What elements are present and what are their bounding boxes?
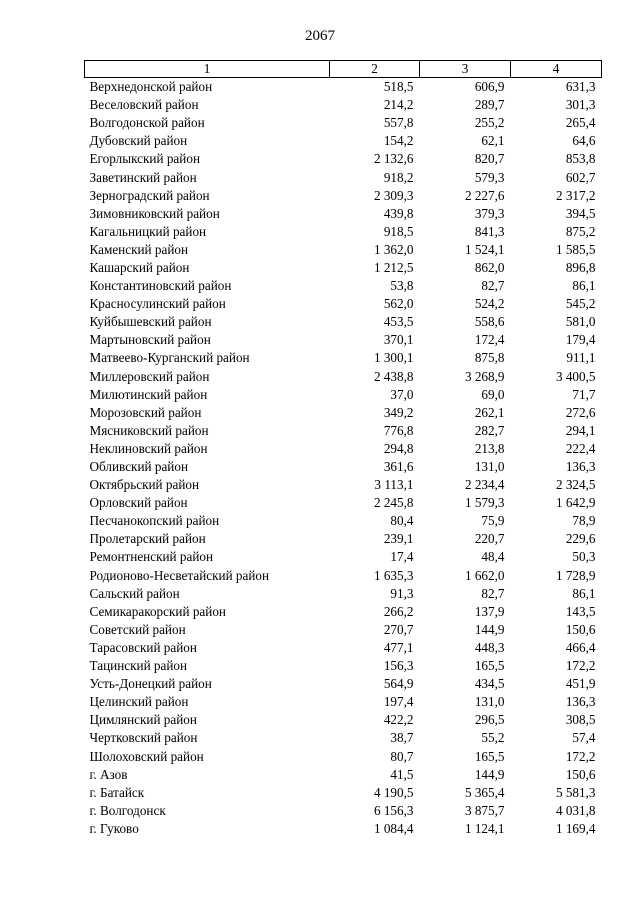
district-name-cell: Мясниковский район	[89, 422, 209, 438]
value-cell: 2 324,5	[555, 477, 596, 493]
value-cell: 37,0	[390, 386, 414, 402]
district-name-cell: Неклиновский район	[89, 440, 208, 456]
value-cell: 229,6	[565, 531, 596, 547]
value-cell: 448,3	[474, 639, 505, 655]
table-row	[85, 548, 602, 566]
value-cell: 1 728,9	[555, 567, 596, 583]
value-cell: 197,4	[383, 694, 414, 710]
value-cell: 2 234,4	[464, 477, 505, 493]
value-cell: 222,4	[565, 440, 596, 456]
page-number: 2067	[305, 28, 335, 44]
value-cell: 349,2	[383, 404, 414, 420]
value-cell: 165,5	[474, 748, 505, 764]
table-row	[85, 187, 602, 205]
table-row	[85, 78, 602, 97]
value-cell: 48,4	[481, 549, 505, 565]
value-cell: 71,7	[572, 386, 596, 402]
value-cell: 820,7	[474, 151, 505, 167]
value-cell: 1 579,3	[464, 495, 505, 511]
table-row	[85, 639, 602, 657]
value-cell: 179,4	[565, 332, 596, 348]
value-cell: 91,3	[390, 585, 414, 601]
table-row	[85, 657, 602, 675]
value-cell: 62,1	[481, 133, 505, 149]
value-cell: 853,8	[565, 151, 596, 167]
value-cell: 439,8	[383, 205, 414, 221]
value-cell: 272,6	[565, 404, 596, 420]
value-cell: 172,2	[565, 658, 596, 674]
value-cell: 379,3	[474, 205, 505, 221]
district-name-cell: Кашарский район	[89, 259, 190, 275]
district-name-cell: Усть-Донецкий район	[89, 676, 212, 692]
table-row	[85, 802, 602, 820]
value-cell: 136,3	[565, 459, 596, 475]
table-row	[85, 729, 602, 747]
value-cell: 518,5	[383, 79, 414, 95]
value-cell: 466,4	[565, 639, 596, 655]
value-cell: 1 642,9	[555, 495, 596, 511]
value-cell: 38,7	[390, 730, 414, 746]
district-name-cell: Волгодонской район	[89, 115, 205, 131]
district-name-cell: Зимовниковский район	[89, 205, 220, 221]
value-cell: 136,3	[565, 694, 596, 710]
value-cell: 4 190,5	[373, 784, 414, 800]
value-cell: 896,8	[565, 259, 596, 275]
district-name-cell: Семикаракорский район	[89, 603, 226, 619]
value-cell: 1 212,5	[373, 259, 414, 275]
value-cell: 1 169,4	[555, 820, 596, 836]
value-cell: 3 113,1	[374, 477, 414, 493]
table-row	[85, 422, 602, 440]
table-row	[85, 440, 602, 458]
value-cell: 2 227,6	[464, 187, 505, 203]
value-cell: 361,6	[383, 459, 414, 475]
value-cell: 282,7	[474, 422, 505, 438]
district-name-cell: Тарасовский район	[89, 639, 197, 655]
district-name-cell: Куйбышевский район	[89, 314, 212, 330]
value-cell: 564,9	[383, 676, 414, 692]
district-name-cell: Матвеево-Курганский район	[89, 350, 250, 366]
value-cell: 308,5	[565, 712, 596, 728]
value-cell: 144,9	[474, 621, 505, 637]
value-cell: 862,0	[474, 259, 505, 275]
table-row	[85, 711, 602, 729]
value-cell: 265,4	[565, 115, 596, 131]
district-name-cell: Цимлянский район	[89, 712, 197, 728]
district-name-cell: Пролетарский район	[89, 531, 206, 547]
district-name-cell: г. Батайск	[89, 784, 145, 800]
value-cell: 294,1	[565, 422, 596, 438]
table-row	[85, 331, 602, 349]
value-cell: 2 245,8	[373, 495, 414, 511]
table-row	[85, 132, 602, 150]
table-row	[85, 277, 602, 295]
value-cell: 841,3	[474, 223, 505, 239]
value-cell: 1 524,1	[464, 241, 505, 257]
value-cell: 80,4	[390, 513, 414, 529]
value-cell: 86,1	[572, 585, 596, 601]
district-name-cell: г. Гуково	[89, 820, 139, 836]
value-cell: 144,9	[474, 766, 505, 782]
value-cell: 220,7	[474, 531, 505, 547]
value-cell: 5 581,3	[555, 784, 596, 800]
value-cell: 266,2	[383, 603, 414, 619]
value-cell: 911,1	[566, 350, 596, 366]
table-row	[85, 96, 602, 114]
table-row	[85, 512, 602, 530]
value-cell: 602,7	[565, 169, 596, 185]
table-body	[85, 78, 602, 838]
value-cell: 55,2	[481, 730, 505, 746]
table-row	[85, 313, 602, 331]
value-cell: 239,1	[383, 531, 414, 547]
table-row	[85, 404, 602, 422]
district-name-cell: Дубовский район	[89, 133, 188, 149]
value-cell: 214,2	[383, 97, 414, 113]
table-row	[85, 530, 602, 548]
value-cell: 453,5	[383, 314, 414, 330]
value-cell: 86,1	[572, 278, 596, 294]
table-row	[85, 458, 602, 476]
value-cell: 270,7	[383, 621, 414, 637]
value-cell: 172,2	[565, 748, 596, 764]
value-cell: 2 317,2	[555, 187, 596, 203]
district-name-cell: Красносулинский район	[89, 296, 226, 312]
column-header: 1	[85, 61, 330, 78]
district-name-cell: Заветинский район	[89, 169, 197, 185]
table-row	[85, 621, 602, 639]
value-cell: 606,9	[474, 79, 505, 95]
value-cell: 289,7	[474, 97, 505, 113]
table-row	[85, 114, 602, 132]
district-name-cell: Морозовский район	[89, 404, 202, 420]
value-cell: 5 365,4	[464, 784, 505, 800]
value-cell: 562,0	[383, 296, 414, 312]
value-cell: 213,8	[474, 440, 505, 456]
district-name-cell: Шолоховский район	[89, 748, 204, 764]
value-cell: 64,6	[572, 133, 596, 149]
column-header: 2	[330, 61, 420, 78]
district-name-cell: Чертковский район	[89, 730, 198, 746]
value-cell: 53,8	[390, 278, 414, 294]
value-cell: 1 124,1	[464, 820, 505, 836]
district-name-cell: Советский район	[89, 621, 186, 637]
table-row	[85, 259, 602, 277]
value-cell: 69,0	[481, 386, 505, 402]
district-name-cell: Песчанокопский район	[89, 513, 220, 529]
value-cell: 918,2	[383, 169, 414, 185]
column-header: 3	[420, 61, 511, 78]
district-name-cell: Зерноградский район	[89, 187, 210, 203]
district-name-cell: Родионово-Несветайский район	[89, 567, 270, 583]
value-cell: 50,3	[572, 549, 596, 565]
value-cell: 131,0	[474, 694, 505, 710]
value-cell: 875,8	[474, 350, 505, 366]
table-row	[85, 820, 602, 838]
table-header-row	[85, 61, 602, 78]
value-cell: 434,5	[474, 676, 505, 692]
value-cell: 3 268,9	[464, 368, 505, 384]
value-cell: 301,3	[565, 97, 596, 113]
value-cell: 75,9	[481, 513, 505, 529]
value-cell: 137,9	[474, 603, 505, 619]
district-name-cell: Сальский район	[89, 585, 180, 601]
table-row	[85, 386, 602, 404]
value-cell: 3 400,5	[555, 368, 596, 384]
value-cell: 294,8	[383, 440, 414, 456]
value-cell: 875,2	[565, 223, 596, 239]
district-name-cell: Целинский район	[89, 694, 189, 710]
value-cell: 1 585,5	[555, 241, 596, 257]
table-row	[85, 295, 602, 313]
table-row	[85, 693, 602, 711]
table-row	[85, 747, 602, 765]
district-name-cell: Константиновский район	[89, 278, 232, 294]
district-name-cell: Обливский район	[89, 459, 189, 475]
value-cell: 545,2	[565, 296, 596, 312]
value-cell: 78,9	[572, 513, 596, 529]
table-row	[85, 567, 602, 585]
value-cell: 558,6	[474, 314, 505, 330]
data-table	[84, 60, 602, 838]
value-cell: 131,0	[474, 459, 505, 475]
value-cell: 918,5	[383, 223, 414, 239]
district-name-cell: Каменский район	[89, 241, 189, 257]
district-name-cell: Мартыновский район	[89, 332, 211, 348]
value-cell: 4 031,8	[555, 802, 596, 818]
district-name-cell: Милютинский район	[89, 386, 208, 402]
value-cell: 557,8	[383, 115, 414, 131]
district-name-cell: Веселовский район	[89, 97, 199, 113]
district-name-cell: Орловский район	[89, 495, 188, 511]
value-cell: 1 662,0	[464, 567, 505, 583]
value-cell: 172,4	[474, 332, 505, 348]
district-name-cell: Кагальницкий район	[89, 223, 207, 239]
value-cell: 154,2	[383, 133, 414, 149]
value-cell: 150,6	[565, 621, 596, 637]
value-cell: 262,1	[474, 404, 505, 420]
table-row	[85, 349, 602, 367]
table-row	[85, 223, 602, 241]
value-cell: 422,2	[383, 712, 414, 728]
table-row	[85, 368, 602, 386]
value-cell: 2 132,6	[373, 151, 414, 167]
table-row	[85, 766, 602, 784]
column-header: 4	[511, 61, 602, 78]
district-name-cell: Верхнедонской район	[89, 79, 213, 95]
value-cell: 579,3	[474, 169, 505, 185]
value-cell: 82,7	[481, 278, 505, 294]
table-row	[85, 168, 602, 186]
value-cell: 165,5	[474, 658, 505, 674]
table-row	[85, 476, 602, 494]
table-row	[85, 784, 602, 802]
value-cell: 296,5	[474, 712, 505, 728]
district-name-cell: г. Азов	[89, 766, 128, 782]
value-cell: 477,1	[383, 639, 414, 655]
value-cell: 524,2	[474, 296, 505, 312]
value-cell: 1 084,4	[373, 820, 414, 836]
district-name-cell: Ремонтненский район	[89, 549, 214, 565]
value-cell: 2 438,8	[373, 368, 414, 384]
value-cell: 631,3	[565, 79, 596, 95]
value-cell: 2 309,3	[373, 187, 414, 203]
table-row	[85, 205, 602, 223]
district-name-cell: Миллеровский район	[89, 368, 210, 384]
table-row	[85, 494, 602, 512]
table-row	[85, 241, 602, 259]
table-row	[85, 150, 602, 168]
value-cell: 451,9	[565, 676, 596, 692]
table-row	[85, 675, 602, 693]
value-cell: 1 300,1	[373, 350, 414, 366]
value-cell: 156,3	[383, 658, 414, 674]
value-cell: 370,1	[383, 332, 414, 348]
value-cell: 17,4	[390, 549, 414, 565]
value-cell: 57,4	[572, 730, 596, 746]
value-cell: 80,7	[390, 748, 414, 764]
value-cell: 776,8	[383, 422, 414, 438]
value-cell: 150,6	[565, 766, 596, 782]
value-cell: 394,5	[565, 205, 596, 221]
value-cell: 41,5	[390, 766, 414, 782]
value-cell: 143,5	[565, 603, 596, 619]
table-row	[85, 585, 602, 603]
value-cell: 581,0	[565, 314, 596, 330]
table-row	[85, 603, 602, 621]
district-name-cell: Тацинский район	[89, 658, 188, 674]
district-name-cell: Октябрьский район	[89, 477, 200, 493]
district-name-cell: Егорлыкский район	[89, 151, 200, 167]
district-name-cell: г. Волгодонск	[89, 802, 166, 818]
value-cell: 3 875,7	[464, 802, 505, 818]
value-cell: 6 156,3	[373, 802, 414, 818]
value-cell: 255,2	[474, 115, 505, 131]
value-cell: 1 635,3	[373, 567, 414, 583]
value-cell: 82,7	[481, 585, 505, 601]
value-cell: 1 362,0	[373, 241, 414, 257]
